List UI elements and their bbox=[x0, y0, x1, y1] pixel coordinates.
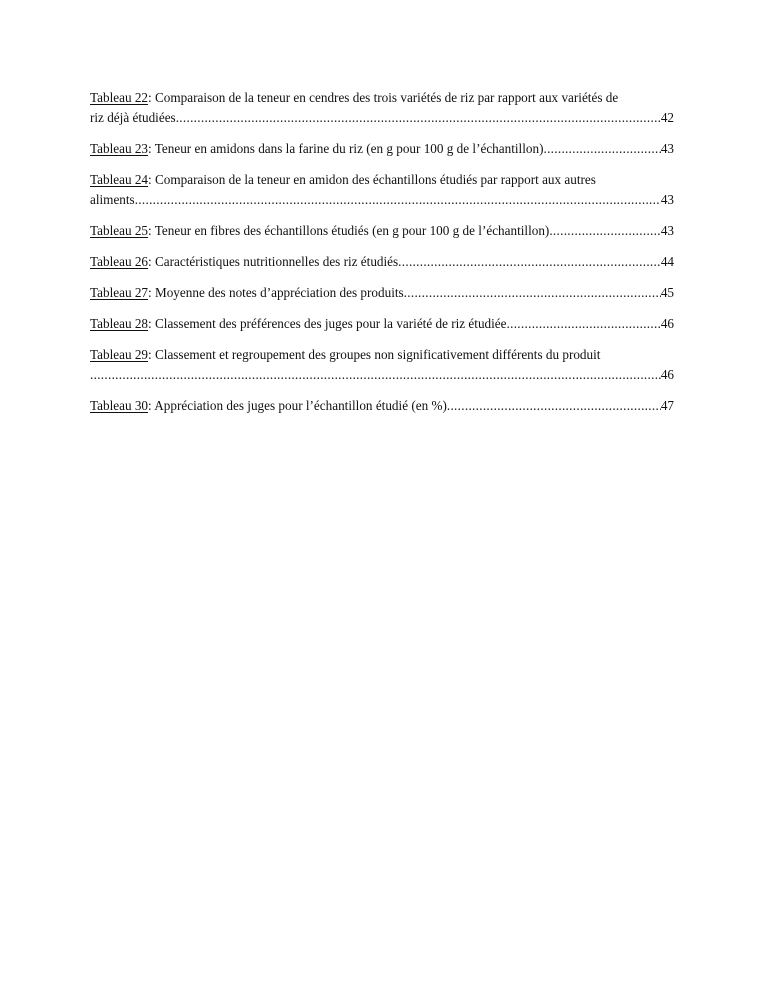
table-link[interactable]: Tableau 26 bbox=[90, 254, 149, 269]
toc-entry-line bbox=[90, 314, 674, 334]
page-number: 47 bbox=[660, 398, 674, 413]
entry-title: : Appréciation des juges pour l’échantillon étudié (en %) bbox=[148, 398, 447, 413]
toc-entry-line-2 bbox=[90, 108, 674, 128]
dot-leader bbox=[507, 314, 661, 334]
toc-entry-line-2 bbox=[90, 365, 674, 385]
toc-entry-line-2 bbox=[90, 190, 674, 210]
dot-leader bbox=[398, 252, 661, 272]
table-link[interactable]: Tableau 22 bbox=[90, 90, 149, 105]
entry-title: : Teneur en fibres des échantillons étudiés (en g pour 100 g de l’échantillon) bbox=[148, 223, 550, 238]
dot-leader bbox=[549, 221, 660, 241]
entry-title: : Moyenne des notes d’appréciation des produits bbox=[148, 285, 404, 300]
dot-leader bbox=[447, 396, 661, 416]
table-link[interactable]: Tableau 25 bbox=[90, 223, 149, 238]
toc-entry-line bbox=[90, 139, 674, 159]
entry-title: : Classement des préférences des juges pour la variété de riz étudiée bbox=[148, 316, 507, 331]
page-number: 44 bbox=[660, 254, 674, 269]
table-link[interactable]: Tableau 28 bbox=[90, 316, 149, 331]
dot-leader bbox=[90, 365, 661, 385]
toc-entry-line bbox=[90, 396, 674, 416]
page-number: 46 bbox=[660, 316, 674, 331]
toc-entry-line-1 bbox=[90, 170, 674, 190]
toc-entry-line-1 bbox=[90, 88, 700, 108]
table-link[interactable]: Tableau 23 bbox=[90, 141, 149, 156]
entry-title: : Caractéristiques nutritionnelles des riz étudiés bbox=[148, 254, 399, 269]
table-link[interactable]: Tableau 27 bbox=[90, 285, 149, 300]
page-number: 45 bbox=[660, 285, 674, 300]
page-number: 43 bbox=[660, 192, 674, 207]
page-number: 43 bbox=[660, 223, 674, 238]
entry-title: : Classement et regroupement des groupes non significativement différents du produit bbox=[148, 347, 601, 362]
table-link[interactable]: Tableau 29 bbox=[90, 347, 149, 362]
toc-entry-tableau-22[interactable] bbox=[90, 88, 674, 128]
entry-title-continued: aliments bbox=[90, 192, 135, 207]
table-link[interactable]: Tableau 30 bbox=[90, 398, 149, 413]
toc-entry-line-1 bbox=[90, 345, 674, 365]
toc-entry-tableau-25[interactable] bbox=[90, 221, 674, 241]
dot-leader bbox=[404, 283, 661, 303]
toc-entry-line bbox=[90, 221, 674, 241]
list-of-tables bbox=[90, 88, 674, 427]
toc-entry-tableau-28[interactable] bbox=[90, 314, 674, 334]
toc-entry-tableau-29[interactable] bbox=[90, 345, 674, 385]
toc-entry-line bbox=[90, 252, 674, 272]
page-number: 42 bbox=[660, 110, 674, 125]
dot-leader bbox=[176, 108, 661, 128]
entry-title: : Teneur en amidons dans la farine du riz (en g pour 100 g de l’échantillon) bbox=[148, 141, 544, 156]
toc-entry-tableau-27[interactable] bbox=[90, 283, 674, 303]
toc-entry-tableau-26[interactable] bbox=[90, 252, 674, 272]
toc-entry-tableau-30[interactable] bbox=[90, 396, 674, 416]
entry-title: : Comparaison de la teneur en amidon des échantillons étudiés par rapport aux autres bbox=[148, 172, 596, 187]
dot-leader bbox=[543, 139, 660, 159]
toc-entry-tableau-23[interactable] bbox=[90, 139, 674, 159]
table-link[interactable]: Tableau 24 bbox=[90, 172, 149, 187]
page-number: 46 bbox=[660, 367, 674, 382]
entry-title-continued: riz déjà étudiées bbox=[90, 110, 176, 125]
page-number: 43 bbox=[660, 141, 674, 156]
toc-entry-tableau-24[interactable] bbox=[90, 170, 674, 210]
dot-leader bbox=[135, 190, 661, 210]
toc-entry-line bbox=[90, 283, 674, 303]
entry-title: : Comparaison de la teneur en cendres des trois variétés de riz par rapport aux variétés de bbox=[148, 90, 619, 105]
